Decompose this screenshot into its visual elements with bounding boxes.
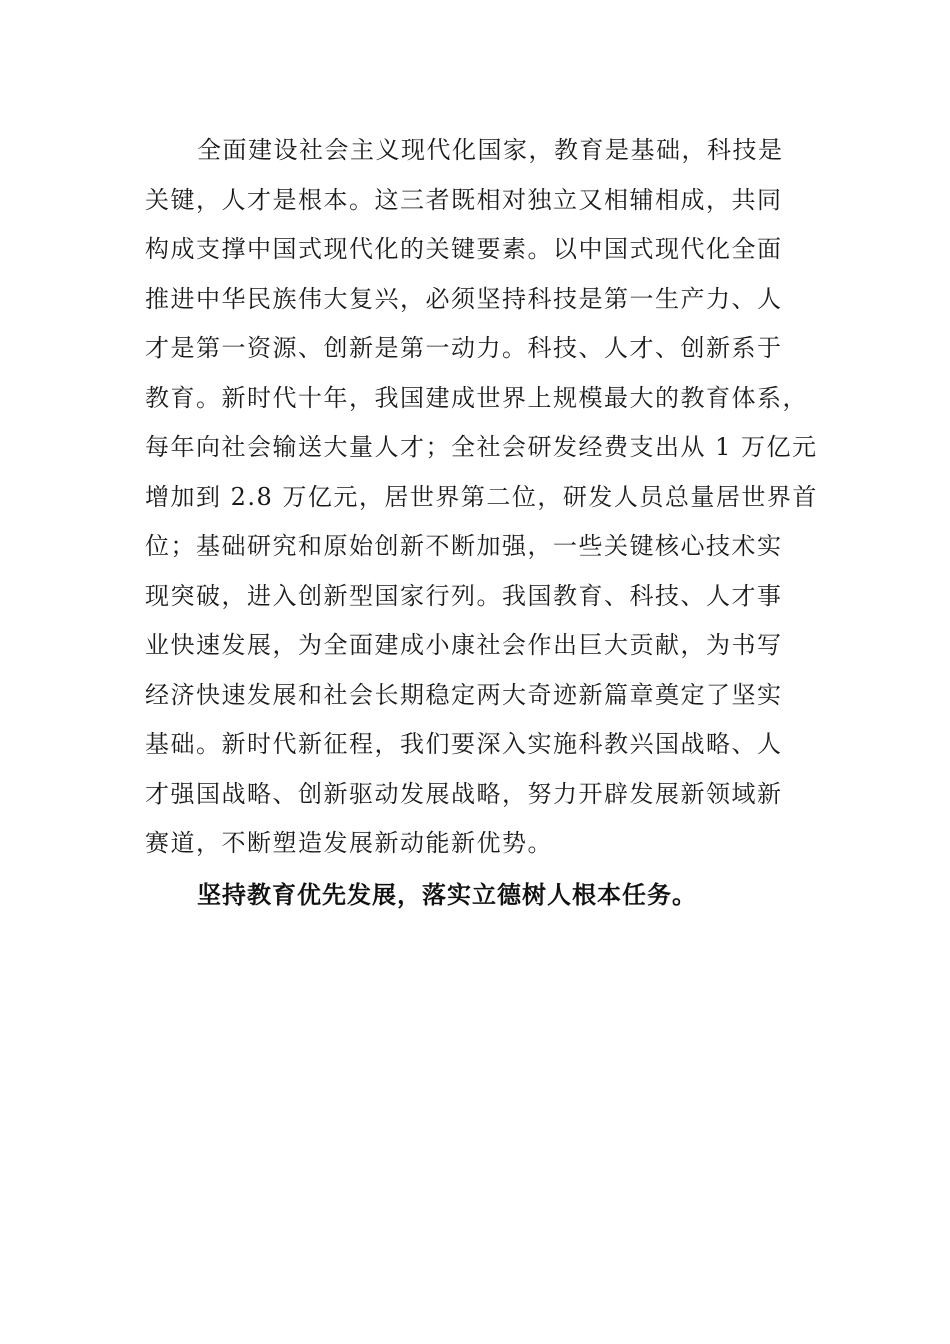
paragraph-line: 关键，人才是根本。这三者既相对独立又相辅相成，共同 (145, 185, 783, 214)
paragraph-line: 经济快速发展和社会长期稳定两大奇迹新篇章奠定了坚实 (145, 680, 783, 709)
paragraph-line: 基础。新时代新征程，我们要深入实施科教兴国战略、人 (145, 730, 783, 758)
paragraph-line: 增加到 2.8 万亿元，居世界第二位，研发人员总量居世界首 (145, 482, 818, 511)
paragraph-line: 推进中华民族伟大复兴，必须坚持科技是第一生产力、人 (145, 284, 783, 313)
body-paragraph (145, 126, 818, 869)
paragraph-line: 业快速发展，为全面建成小康社会作出巨大贡献，为书写 (145, 631, 783, 659)
paragraph-line: 构成支撑中国式现代化的关键要素。以中国式现代化全面 (145, 235, 783, 263)
section-heading: 坚持教育优先发展，落实立德树人根本任务。 (197, 880, 697, 909)
paragraph-line: 才强国战略、创新驱动发展战略，努力开辟发展新领域新 (145, 779, 783, 808)
paragraph-line: 每年向社会输送大量人才；全社会研发经费支出从 1 万亿元 (145, 433, 818, 461)
document-body (145, 126, 818, 920)
paragraph-line: 位；基础研究和原始创新不断加强，一些关键核心技术实 (145, 532, 783, 560)
paragraph-line: 教育。新时代十年，我国建成世界上规模最大的教育体系， (145, 383, 808, 412)
paragraph-line: 赛道，不断塑造发展新动能新优势。 (145, 829, 553, 857)
paragraph-line: 现突破，进入创新型国家行列。我国教育、科技、人才事 (145, 581, 783, 610)
paragraph-line: 全面建设社会主义现代化国家，教育是基础，科技是 (197, 136, 784, 164)
paragraph-line: 才是第一资源、创新是第一动力。科技、人才、创新系于 (145, 334, 783, 362)
